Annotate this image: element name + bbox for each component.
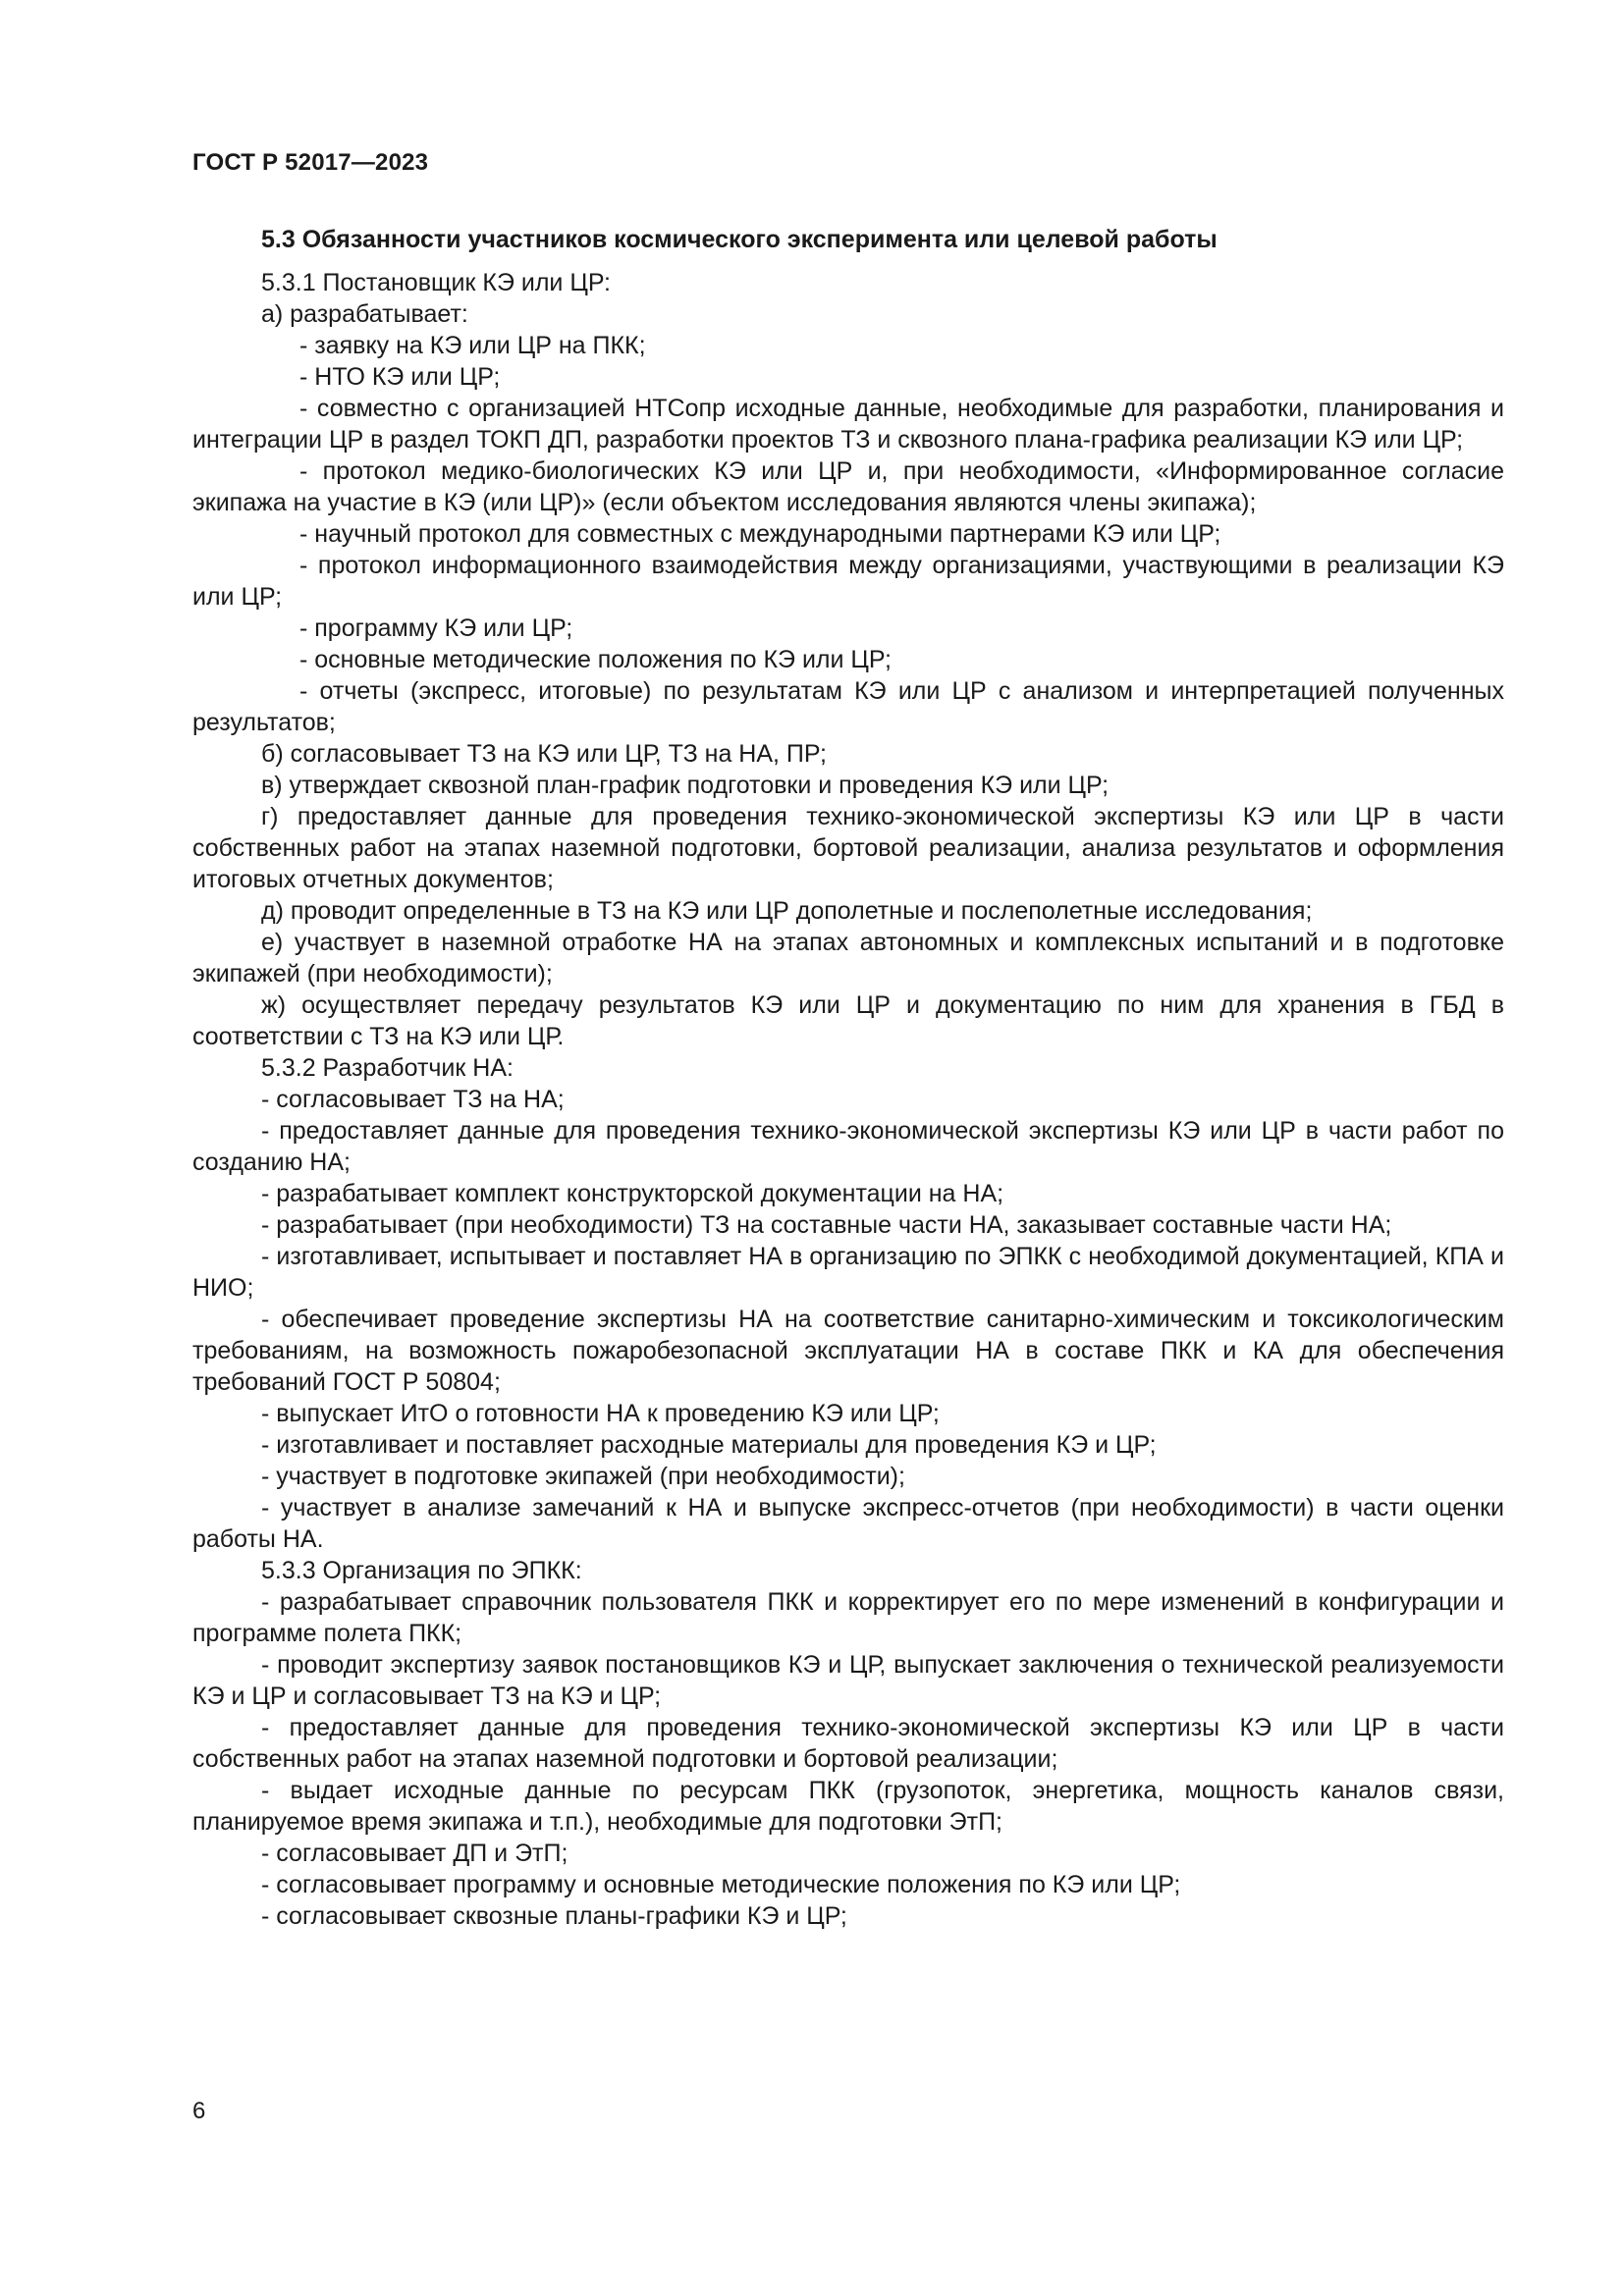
list-item: - заявку на КЭ или ЦР на ПКК; bbox=[299, 332, 646, 359]
paragraph: 5.3.1 Постановщик КЭ или ЦР: bbox=[261, 269, 611, 296]
paragraph: а) разрабатывает: bbox=[261, 300, 468, 328]
list-item: - совместно с организацией НТСопр исходные данные, необходимые для разработки, планирования и интеграции ЦР в раздел ТОКП ДП, разработки проектов ТЗ и сквозного плана-графика реализации КЭ или ЦР; bbox=[192, 395, 1504, 454]
list-item: - выпускает ИтО о готовности НА к проведению КЭ или ЦР; bbox=[261, 1400, 940, 1427]
paragraph-list bbox=[192, 267, 1504, 1932]
list-item: - согласовывает ТЗ на НА; bbox=[261, 1086, 565, 1113]
list-item: - предоставляет данные для проведения технико-экономической экспертизы КЭ или ЦР в части собственных работ на этапах наземной подготовки и бортовой реализации; bbox=[192, 1714, 1504, 1773]
section-title: 5.3 Обязанности участников космического эксперимента или целевой работы bbox=[261, 226, 1218, 253]
page-number: 6 bbox=[192, 2098, 206, 2124]
list-item: - согласовывает ДП и ЭтП; bbox=[261, 1840, 568, 1867]
list-item: - разрабатывает комплект конструкторской документации на НА; bbox=[261, 1180, 1004, 1207]
paragraph: б) согласовывает ТЗ на КЭ или ЦР, ТЗ на НА, ПР; bbox=[261, 740, 827, 768]
list-item: - протокол медико-биологических КЭ или ЦР и, при необходимости, «Информированное согласие экипажа на участие в КЭ (или ЦР)» (если объектом исследования являются члены экипажа); bbox=[192, 457, 1504, 516]
list-item: - научный протокол для совместных с международными партнерами КЭ или ЦР; bbox=[299, 520, 1221, 548]
paragraph: ж) осуществляет передачу результатов КЭ или ЦР и документацию по ним для хранения в ГБД в соответствии с ТЗ на КЭ или ЦР. bbox=[192, 991, 1504, 1050]
paragraph: в) утверждает сквозной план-график подготовки и проведения КЭ или ЦР; bbox=[261, 772, 1110, 799]
list-item: - выдает исходные данные по ресурсам ПКК (грузопоток, энергетика, мощность каналов связи, планируемое время экипажа и т.п.), необходимые для подготовки ЭтП; bbox=[192, 1777, 1504, 1836]
list-item: - согласовывает сквозные планы-графики КЭ и ЦР; bbox=[261, 1902, 847, 1930]
list-item: - программу КЭ или ЦР; bbox=[299, 614, 573, 642]
list-item: - проводит экспертизу заявок постановщиков КЭ и ЦР, выпускает заключения о технической реализуемости КЭ и ЦР и согласовывает ТЗ на КЭ и ЦР; bbox=[192, 1651, 1504, 1710]
list-item: - протокол информационного взаимодействия между организациями, участвующими в реализации КЭ или ЦР; bbox=[192, 552, 1504, 611]
list-item: - предоставляет данные для проведения технико-экономической экспертизы КЭ или ЦР в части работ по созданию НА; bbox=[192, 1117, 1504, 1176]
list-item: - участвует в анализе замечаний к НА и выпуске экспресс-отчетов (при необходимости) в части оценки работы НА. bbox=[192, 1494, 1504, 1553]
list-item: - разрабатывает (при необходимости) ТЗ на составные части НА, заказывает составные части НА; bbox=[261, 1211, 1392, 1239]
paragraph: г) предоставляет данные для проведения технико-экономической экспертизы КЭ или ЦР в части собственных работ на этапах наземной подготовки, бортовой реализации, анализа результатов и оформления итоговых отчетных документов; bbox=[192, 803, 1504, 893]
list-item: - изготавливает и поставляет расходные материалы для проведения КЭ и ЦР; bbox=[261, 1431, 1157, 1459]
paragraph: 5.3.3 Организация по ЭПКК: bbox=[261, 1557, 582, 1584]
list-item: - согласовывает программу и основные методические положения по КЭ или ЦР; bbox=[261, 1871, 1181, 1898]
list-item: - разрабатывает справочник пользователя ПКК и корректирует его по мере изменений в конфигурации и программе полета ПКК; bbox=[192, 1588, 1504, 1647]
list-item: - участвует в подготовке экипажей (при необходимости); bbox=[261, 1463, 905, 1490]
paragraph: 5.3.2 Разработчик НА: bbox=[261, 1054, 514, 1082]
paragraph: е) участвует в наземной отработке НА на этапах автономных и комплексных испытаний и в подготовке экипажей (при необходимости); bbox=[192, 929, 1504, 988]
document-header: ГОСТ Р 52017—2023 bbox=[192, 149, 429, 176]
list-item: - основные методические положения по КЭ или ЦР; bbox=[299, 646, 892, 673]
document-body bbox=[192, 224, 1504, 1932]
paragraph: д) проводит определенные в ТЗ на КЭ или ЦР дополетные и послеполетные исследования; bbox=[261, 897, 1313, 925]
list-item: - отчеты (экспресс, итоговые) по результатам КЭ или ЦР с анализом и интерпретацией полученных результатов; bbox=[192, 677, 1504, 736]
list-item: - НТО КЭ или ЦР; bbox=[299, 363, 501, 391]
list-item: - обеспечивает проведение экспертизы НА на соответствие санитарно-химическим и токсикологическим требованиям, на возможность пожаробезопасной эксплуатации НА в составе ПКК и КА для обеспечения требований ГОСТ Р 50804; bbox=[192, 1306, 1504, 1396]
list-item: - изготавливает, испытывает и поставляет НА в организацию по ЭПКК с необходимой документацией, КПА и НИО; bbox=[192, 1243, 1504, 1302]
